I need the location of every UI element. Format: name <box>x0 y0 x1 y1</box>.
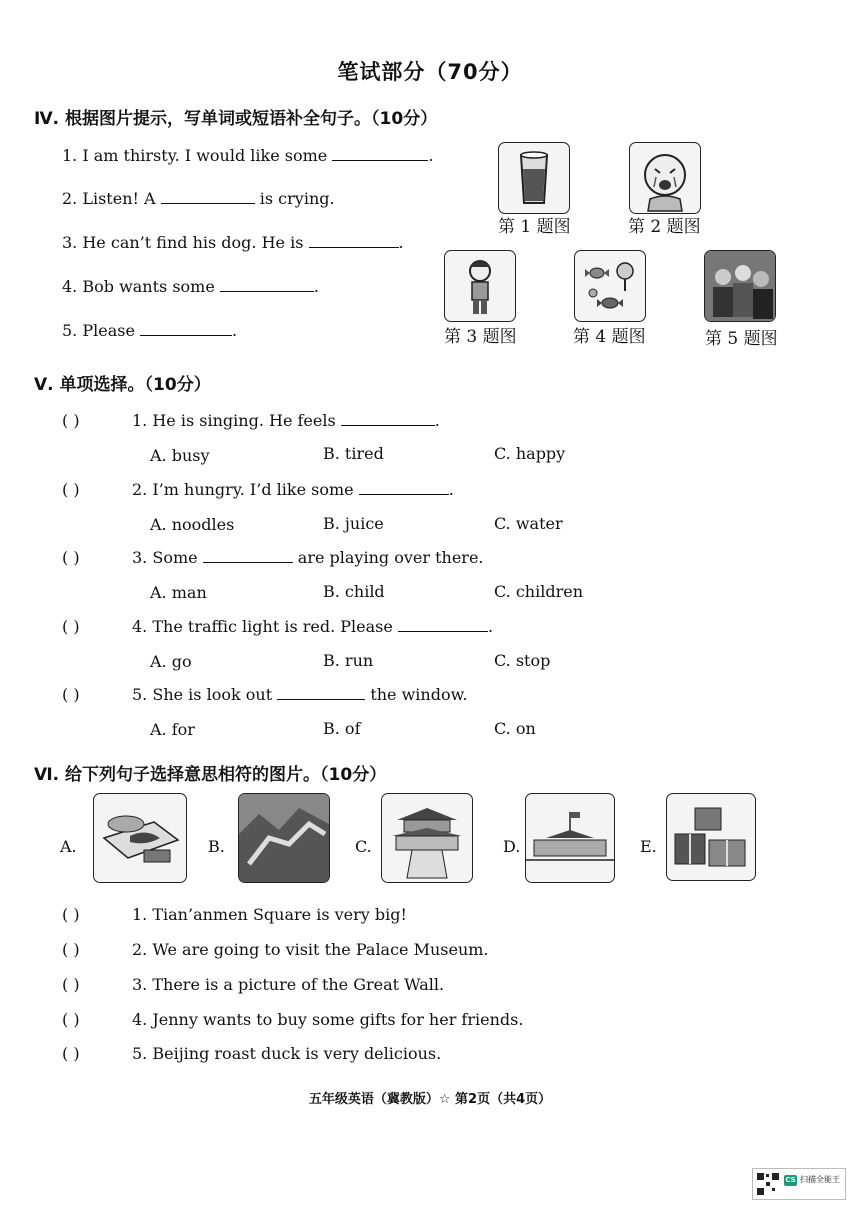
caption-3: 第 3 题图 <box>444 327 517 347</box>
scanner-app-name: 扫描全能王 <box>800 1175 840 1184</box>
answer-parentheses[interactable]: ( ) <box>62 905 80 924</box>
option-b[interactable]: B. juice <box>323 514 384 533</box>
answer-parentheses[interactable]: ( ) <box>62 1010 80 1029</box>
answer-parentheses[interactable]: ( ) <box>62 548 80 567</box>
page-footer: 五年级英语（冀教版）☆ 第2页（共4页） <box>308 1092 552 1107</box>
s5-question-5 <box>132 685 467 704</box>
cs-badge: CS <box>785 1176 796 1184</box>
option-b[interactable]: B. child <box>323 582 385 601</box>
answer-blank[interactable] <box>332 146 428 161</box>
caption-1: 第 1 题图 <box>498 217 571 237</box>
option-c[interactable]: C. stop <box>494 651 551 670</box>
s5-q3-text: 3. Some <box>132 548 198 567</box>
picture-label-c: C. <box>355 837 372 856</box>
s4-question-4 <box>62 277 319 296</box>
candy-picture <box>574 250 646 322</box>
crying-baby-picture <box>629 142 701 214</box>
s5-question-2 <box>132 480 454 499</box>
answer-blank[interactable] <box>359 480 449 495</box>
picture-label-e: E. <box>640 837 657 856</box>
s5-question-1 <box>132 411 440 430</box>
sad-boy-picture <box>444 250 516 322</box>
s6-question-4: 4. Jenny wants to buy some gifts for her friends. <box>132 1010 524 1029</box>
s4-q1-after: . <box>428 146 434 165</box>
answer-parentheses[interactable]: ( ) <box>62 1044 80 1063</box>
caption-2: 第 2 题图 <box>628 217 701 237</box>
s4-q3-after: . <box>398 233 404 252</box>
juice-glass-picture <box>498 142 570 214</box>
answer-blank[interactable] <box>398 617 488 632</box>
s5-q4-text: 4. The traffic light is red. Please <box>132 617 393 636</box>
s6-question-1: 1. Tian’anmen Square is very big! <box>132 905 407 924</box>
s4-q3-text: 3. He can’t find his dog. He is <box>62 233 304 252</box>
answer-blank[interactable] <box>161 189 255 204</box>
crowd-picture <box>704 250 776 322</box>
option-a[interactable]: A. busy <box>150 446 210 465</box>
option-a[interactable]: A. man <box>150 583 207 602</box>
s5-q5-text: 5. She is look out <box>132 685 273 704</box>
s5-q2-after: . <box>448 480 454 499</box>
option-b[interactable]: B. of <box>323 719 361 738</box>
s5-q5-after: the window. <box>370 685 468 704</box>
answer-parentheses[interactable]: ( ) <box>62 480 80 499</box>
caption-5: 第 5 题图 <box>705 329 778 349</box>
s4-question-3 <box>62 233 404 252</box>
s5-question-4 <box>132 617 493 636</box>
page-title: 笔试部分（70分） <box>337 60 523 84</box>
answer-blank[interactable] <box>309 233 399 248</box>
option-a[interactable]: A. go <box>150 652 192 671</box>
answer-blank[interactable] <box>277 685 365 700</box>
s4-q1-text: 1. I am thirsty. I would like some <box>62 146 328 165</box>
s4-q5-after: . <box>232 321 238 340</box>
s4-question-1 <box>62 146 433 165</box>
s5-question-3 <box>132 548 484 567</box>
s4-question-2 <box>62 189 335 208</box>
scanner-watermark <box>752 1168 846 1200</box>
option-c[interactable]: C. children <box>494 582 584 601</box>
answer-parentheses[interactable]: ( ) <box>62 940 80 959</box>
answer-blank[interactable] <box>220 277 314 292</box>
answer-parentheses[interactable]: ( ) <box>62 617 80 636</box>
answer-parentheses[interactable]: ( ) <box>62 975 80 994</box>
s4-q4-after: . <box>313 277 320 296</box>
s6-question-3: 3. There is a picture of the Great Wall. <box>132 975 445 994</box>
picture-label-d: D. <box>503 837 521 856</box>
s6-question-2: 2. We are going to visit the Palace Museum. <box>132 940 489 959</box>
option-a[interactable]: A. noodles <box>150 515 235 534</box>
section-5-heading: Ⅴ. 单项选择。（10分） <box>34 375 211 395</box>
option-b[interactable]: B. tired <box>323 444 384 463</box>
answer-blank[interactable] <box>203 548 293 563</box>
tiananmen-picture <box>525 793 615 883</box>
great-wall-picture <box>238 793 330 883</box>
roast-duck-picture <box>93 793 187 883</box>
s5-q3-after: are playing over there. <box>297 548 484 567</box>
s4-q2-after: is crying. <box>259 189 335 208</box>
option-c[interactable]: C. water <box>494 514 563 533</box>
s4-q2-text: 2. Listen! A <box>62 189 156 208</box>
answer-parentheses[interactable]: ( ) <box>62 685 80 704</box>
caption-4: 第 4 题图 <box>573 327 646 347</box>
option-b[interactable]: B. run <box>323 651 374 670</box>
s5-q1-text: 1. He is singing. He feels <box>132 411 336 430</box>
answer-parentheses[interactable]: ( ) <box>62 411 80 430</box>
gifts-picture <box>666 793 756 881</box>
palace-museum-picture <box>381 793 473 883</box>
section-6-heading: Ⅵ. 给下列句子选择意思相符的图片。（10分） <box>34 765 387 785</box>
option-c[interactable]: C. happy <box>494 444 566 463</box>
s4-q4-text: 4. Bob wants some <box>62 277 215 296</box>
option-c[interactable]: C. on <box>494 719 536 738</box>
section-4-heading: Ⅳ. 根据图片提示，写单词或短语补全句子。（10分） <box>34 109 438 129</box>
answer-blank[interactable] <box>140 321 232 336</box>
s4-question-5 <box>62 321 237 340</box>
picture-label-b: B. <box>208 837 225 856</box>
answer-blank[interactable] <box>341 411 435 426</box>
s5-q2-text: 2. I’m hungry. I’d like some <box>132 480 354 499</box>
qr-code-icon <box>756 1172 780 1196</box>
s4-q5-text: 5. Please <box>62 321 135 340</box>
s5-q1-after: . <box>434 411 440 430</box>
s6-question-5: 5. Beijing roast duck is very delicious. <box>132 1044 442 1063</box>
s5-q4-after: . <box>487 617 494 636</box>
picture-label-a: A. <box>60 837 77 856</box>
option-a[interactable]: A. for <box>150 720 195 739</box>
